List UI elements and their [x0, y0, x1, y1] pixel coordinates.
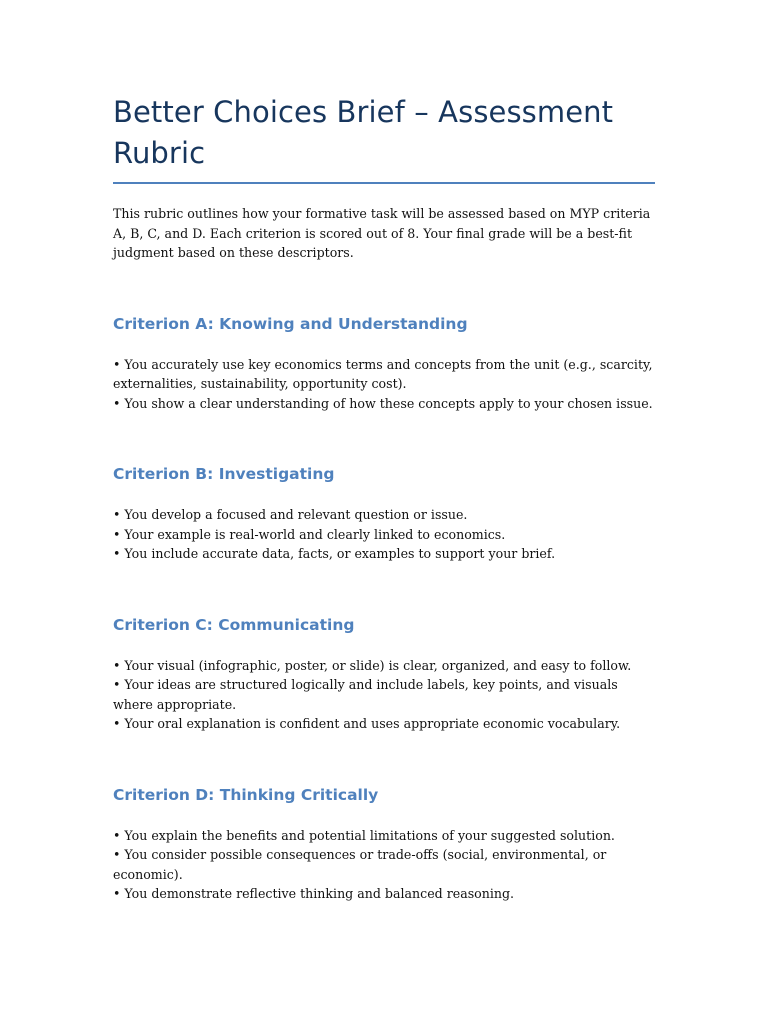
criterion-d-section — [113, 784, 655, 904]
criterion-b-heading: Criterion B: Investigating — [113, 465, 335, 483]
list-item: • Your example is real-world and clearly linked to economics. — [113, 526, 506, 542]
title-underline-rule — [113, 182, 655, 184]
list-item: • You include accurate data, facts, or examples to support your brief. — [113, 546, 556, 561]
criterion-c-section — [113, 614, 655, 734]
list-item: • You demonstrate reflective thinking and balanced reasoning. — [113, 886, 515, 901]
document-title: Better Choices Brief – Assessment Rubric — [113, 95, 614, 170]
list-item: • Your visual (infographic, poster, or slide) is clear, organized, and easy to follow. — [113, 657, 632, 673]
criterion-c-list — [113, 656, 658, 734]
criterion-a-heading: Criterion A: Knowing and Understanding — [113, 314, 468, 333]
criterion-d-list — [113, 826, 658, 904]
list-item: • You accurately use key economics terms and concepts from the unit (e.g., scarcity, externalities, sustainability, opportunity cost). — [113, 356, 653, 391]
criterion-b-list — [113, 505, 658, 564]
list-item: • You develop a focused and relevant question or issue. — [113, 507, 468, 522]
intro-paragraph: This rubric outlines how your formative task will be assessed based on MYP criteria A, B, C, and D. Each criterion is scored out of 8. Your final grade will be a best-fit judgment based on these descriptors. — [113, 206, 651, 260]
list-item: • You show a clear understanding of how these concepts apply to your chosen issue. — [113, 395, 653, 411]
criterion-a-list — [113, 355, 658, 414]
criterion-c-heading: Criterion C: Communicating — [113, 615, 355, 634]
list-item: • Your ideas are structured logically and include labels, key points, and visuals where appropriate. — [113, 677, 618, 712]
criterion-b-section — [113, 463, 655, 564]
list-item: • You consider possible consequences or trade-offs (social, environmental, or economic). — [113, 847, 607, 882]
criterion-d-heading: Criterion D: Thinking Critically — [113, 785, 379, 804]
criterion-a-section — [113, 313, 655, 414]
list-item: • You explain the benefits and potential limitations of your suggested solution. — [113, 827, 615, 843]
list-item: • Your oral explanation is confident and uses appropriate economic vocabulary. — [113, 716, 621, 731]
